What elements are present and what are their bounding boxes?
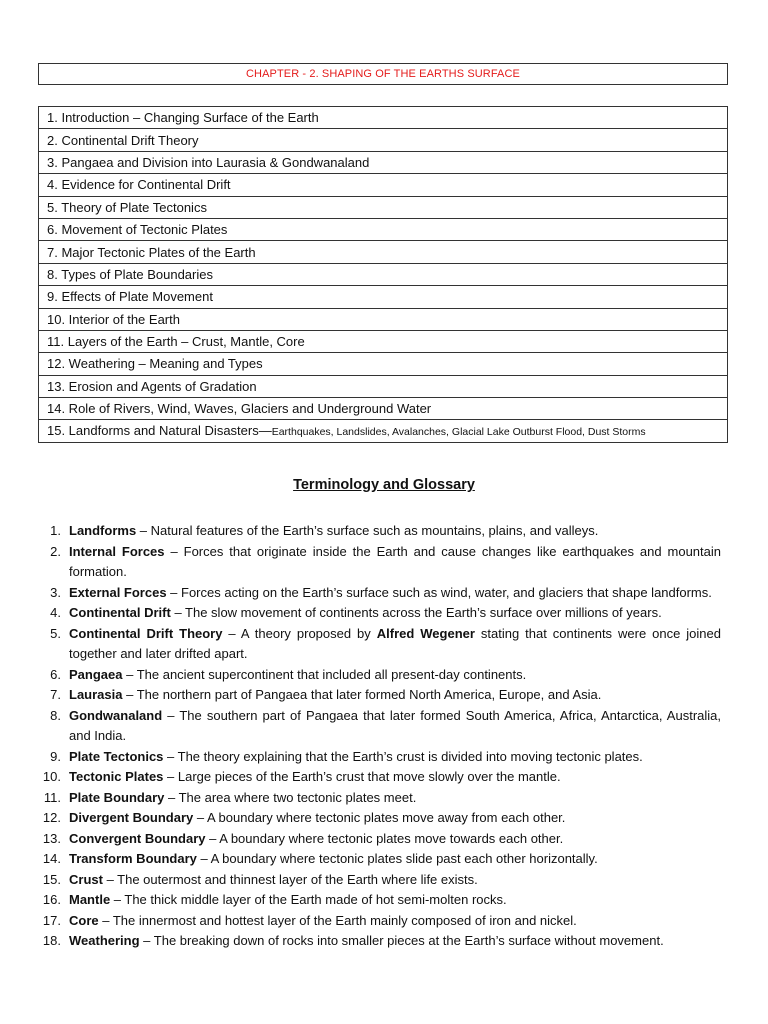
glossary-term: Continental Drift Theory <box>69 625 223 641</box>
glossary-person-name: Alfred Wegener <box>376 625 475 641</box>
glossary-definition: – The slow movement of continents across the Earth’s surface over millions of years. <box>170 605 662 620</box>
glossary-item <box>0 788 768 809</box>
toc-row <box>39 241 728 263</box>
toc-row <box>39 353 728 375</box>
glossary-definition: – The thick middle layer of the Earth made of hot semi-molten rocks. <box>110 892 507 907</box>
toc-item: 2. Continental Drift Theory <box>39 129 728 151</box>
glossary-heading: Terminology and Glossary <box>293 477 475 493</box>
toc-item: 6. Movement of Tectonic Plates <box>39 218 728 240</box>
item-number: 10. <box>42 769 61 784</box>
toc-item <box>39 420 728 442</box>
item-number: 15. <box>42 871 61 887</box>
glossary-definition: – Natural features of the Earth’s surface such as mountains, plains, and valleys. <box>136 523 599 538</box>
glossary-item <box>0 542 768 583</box>
item-number: 2. <box>50 543 61 559</box>
glossary-item <box>0 849 768 870</box>
glossary-item <box>0 685 768 706</box>
glossary-term: Mantle <box>69 892 111 907</box>
toc-row <box>39 107 728 129</box>
item-number: 7. <box>50 687 61 702</box>
glossary-item <box>0 870 768 891</box>
toc-row <box>39 398 728 420</box>
toc-item-label: 15. Landforms and Natural Disasters— <box>47 423 272 439</box>
glossary-definition: – The southern part of Pangaea that later formed South America, Africa, Antarctica, Australia, and India. <box>69 707 721 743</box>
glossary-definition: – Forces that originate inside the Earth and cause changes like earthquakes and mountain formation. <box>69 543 721 579</box>
glossary-term: External Forces <box>69 584 167 600</box>
chapter-title: CHAPTER - 2. SHAPING OF THE EARTHS SURFACE <box>38 63 728 85</box>
glossary-definition: – The theory explaining that the Earth’s crust is divided into moving tectonic plates. <box>163 748 643 764</box>
toc-row <box>39 420 728 442</box>
glossary-term: Plate Boundary <box>69 789 165 805</box>
toc-row <box>39 308 728 330</box>
glossary-item <box>0 706 768 747</box>
glossary-item <box>0 808 768 829</box>
glossary-list <box>0 521 768 952</box>
toc-item: 13. Erosion and Agents of Gradation <box>39 375 728 397</box>
glossary-item <box>0 583 768 604</box>
glossary-item <box>0 665 768 686</box>
glossary-term: Transform Boundary <box>69 851 197 866</box>
item-number: 5. <box>50 625 61 641</box>
toc-item: 11. Layers of the Earth – Crust, Mantle, Core <box>39 330 728 352</box>
glossary-item <box>0 767 768 788</box>
toc-row <box>39 330 728 352</box>
toc-item: 14. Role of Rivers, Wind, Waves, Glaciers and Underground Water <box>39 398 728 420</box>
item-number: 11. <box>43 789 61 805</box>
toc-row <box>39 174 728 196</box>
glossary-item <box>0 911 768 932</box>
item-number: 14. <box>42 851 61 866</box>
glossary-definition: – A boundary where tectonic plates move away from each other. <box>193 810 566 825</box>
item-number: 12. <box>42 810 61 825</box>
glossary-definition: – A boundary where tectonic plates slide past each other horizontally. <box>196 851 598 866</box>
glossary-definition-cont: stating that continents were once joined together and later drifted apart. <box>69 625 721 661</box>
toc-row <box>39 263 728 285</box>
glossary-term: Plate Tectonics <box>69 748 164 764</box>
glossary-term: Landforms <box>69 523 137 538</box>
glossary-term: Divergent Boundary <box>69 810 194 825</box>
toc-row <box>39 151 728 173</box>
item-number: 16. <box>42 892 61 907</box>
item-number: 4. <box>50 605 61 620</box>
glossary-item <box>0 931 768 952</box>
glossary-definition: – Large pieces of the Earth’s crust that move slowly over the mantle. <box>163 769 561 784</box>
glossary-item <box>0 521 768 542</box>
toc-row <box>39 375 728 397</box>
toc-row <box>39 218 728 240</box>
glossary-term: Internal Forces <box>69 543 165 559</box>
item-number: 3. <box>50 584 61 600</box>
glossary-definition: – Forces acting on the Earth’s surface such as wind, water, and glaciers that shape landforms. <box>166 584 712 600</box>
item-number: 18. <box>42 933 61 948</box>
toc-item: 4. Evidence for Continental Drift <box>39 174 728 196</box>
toc-row <box>39 286 728 308</box>
glossary-term: Core <box>69 912 99 928</box>
glossary-item <box>0 603 768 624</box>
toc-item: 9. Effects of Plate Movement <box>39 286 728 308</box>
contents-table <box>38 106 728 443</box>
glossary-definition: – A boundary where tectonic plates move towards each other. <box>205 830 564 846</box>
toc-item: 1. Introduction – Changing Surface of the Earth <box>39 107 728 129</box>
item-number: 6. <box>50 666 61 682</box>
glossary-definition: – The breaking down of rocks into smaller pieces at the Earth’s surface without movement. <box>139 933 664 948</box>
glossary-item <box>0 624 768 665</box>
toc-item: 10. Interior of the Earth <box>39 308 728 330</box>
glossary-term: Weathering <box>69 933 140 948</box>
toc-row <box>39 129 728 151</box>
toc-item: 12. Weathering – Meaning and Types <box>39 353 728 375</box>
glossary-definition: – The outermost and thinnest layer of the Earth where life exists. <box>102 871 478 887</box>
glossary-definition: – A theory proposed by <box>222 625 377 641</box>
item-number: 1. <box>50 523 61 538</box>
toc-item: 8. Types of Plate Boundaries <box>39 263 728 285</box>
item-number: 8. <box>50 707 61 723</box>
toc-item-detail: Earthquakes, Landslides, Avalanches, Glacial Lake Outburst Flood, Dust Storms <box>271 426 646 439</box>
glossary-term: Continental Drift <box>69 605 171 620</box>
glossary-term: Convergent Boundary <box>69 830 206 846</box>
glossary-item <box>0 890 768 911</box>
item-number: 13. <box>42 830 61 846</box>
glossary-definition: – The innermost and hottest layer of the Earth mainly composed of iron and nickel. <box>98 912 577 928</box>
glossary-term: Tectonic Plates <box>69 769 164 784</box>
toc-item: 7. Major Tectonic Plates of the Earth <box>39 241 728 263</box>
glossary-definition: – The northern part of Pangaea that later formed North America, Europe, and Asia. <box>122 687 602 702</box>
glossary-definition: – The ancient supercontinent that included all present-day continents. <box>122 666 527 682</box>
glossary-term: Crust <box>69 871 103 887</box>
glossary-term: Laurasia <box>69 687 123 702</box>
item-number: 17. <box>42 912 61 928</box>
glossary-item <box>0 747 768 768</box>
item-number: 9. <box>50 748 61 764</box>
glossary-term: Gondwanaland <box>69 707 163 723</box>
toc-row <box>39 196 728 218</box>
toc-item: 5. Theory of Plate Tectonics <box>39 196 728 218</box>
glossary-definition: – The area where two tectonic plates meet. <box>164 789 417 805</box>
glossary-item <box>0 829 768 850</box>
glossary-term: Pangaea <box>69 666 123 682</box>
toc-item: 3. Pangaea and Division into Laurasia & Gondwanaland <box>39 151 728 173</box>
